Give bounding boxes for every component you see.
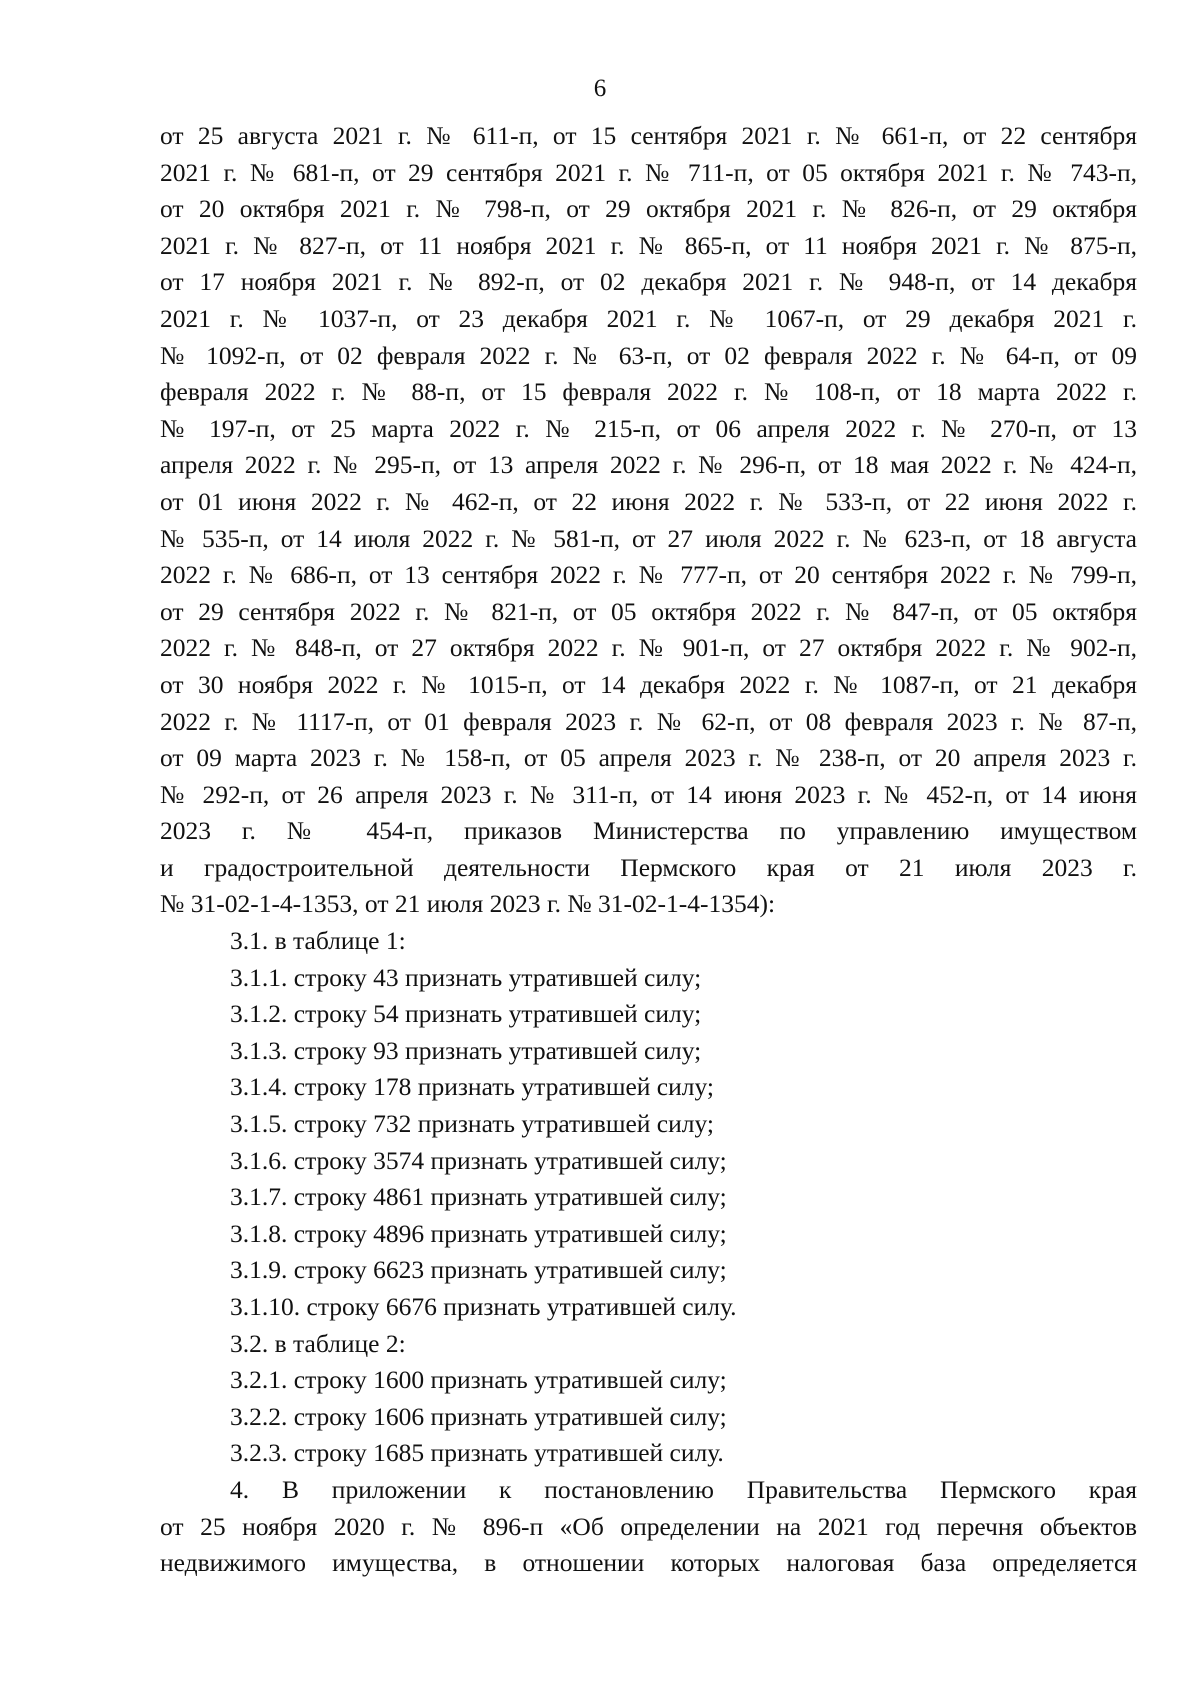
list-item: 3.2.3. строку 1685 признать утратившей силу. [230, 1438, 724, 1468]
text-line: от 01 июня 2022 г. № 462-п, от 22 июня 2022 г. № 533-п, от 22 июня 2022 г. [160, 486, 1137, 516]
list-item: 3.1.1. строку 43 признать утратившей силу; [230, 962, 702, 992]
text-line: № 31-02-1-4-1353, от 21 июля 2023 г. № 31-02-1-4-1354): [160, 889, 776, 919]
text-line: 2021 г. № 681-п, от 29 сентября 2021 г. № 711-п, от 05 октября 2021 г. № 743-п, [160, 157, 1137, 187]
list-item: 3.2.1. строку 1600 признать утратившей силу; [230, 1365, 727, 1395]
text-line: 2021 г. № 827-п, от 11 ноября 2021 г. № 865-п, от 11 ноября 2021 г. № 875-п, [160, 230, 1137, 260]
list-item: 3.1.3. строку 93 признать утратившей силу; [230, 1035, 702, 1065]
continuation-paragraph [160, 118, 1137, 923]
list-item: 3.1.2. строку 54 признать утратившей силу; [230, 999, 702, 1029]
text-line: 4. В приложении к постановлению Правительства Пермского края [230, 1474, 1137, 1504]
text-line: № 292-п, от 26 апреля 2023 г. № 311-п, от 14 июня 2023 г. № 452-п, от 14 июня [160, 779, 1137, 809]
text-line: от 09 марта 2023 г. № 158-п, от 05 апреля 2023 г. № 238-п, от 20 апреля 2023 г. [160, 743, 1137, 773]
text-line: февраля 2022 г. № 88-п, от 15 февраля 2022 г. № 108-п, от 18 марта 2022 г. [160, 377, 1137, 407]
list-item: 3.1.7. строку 4861 признать утратившей силу; [230, 1182, 727, 1212]
list-item: 3.1.10. строку 6676 признать утратившей силу. [230, 1292, 737, 1321]
text-line: 2022 г. № 848-п, от 27 октября 2022 г. № 901-п, от 27 октября 2022 г. № 902-п, [160, 633, 1137, 663]
list-item: 3.1.9. строку 6623 признать утратившей силу; [230, 1255, 727, 1285]
text-line: от 25 августа 2021 г. № 611-п, от 15 сентября 2021 г. № 661-п, от 22 сентября [160, 121, 1137, 150]
list-item: 3.1.5. строку 732 признать утратившей силу; [230, 1109, 714, 1139]
paragraph-4 [160, 1472, 1137, 1582]
list-item: 3.1. в таблице 1: [230, 926, 406, 956]
list-item: 3.1.6. строку 3574 признать утратившей силу; [230, 1145, 727, 1175]
page-number: 6 [593, 75, 607, 102]
list-item: 3.1.8. строку 4896 признать утратившей силу; [230, 1218, 727, 1248]
text-line: 2021 г. № 1037-п, от 23 декабря 2021 г. № 1067-п, от 29 декабря 2021 г. [160, 303, 1137, 333]
text-line: № 535-п, от 14 июля 2022 г. № 581-п, от 27 июля 2022 г. № 623-п, от 18 августа [160, 523, 1137, 553]
text-line: недвижимого имущества, в отношении которых налоговая база определяется [160, 1548, 1137, 1578]
text-line: от 20 октября 2021 г. № 798-п, от 29 октября 2021 г. № 826-п, от 29 октября [160, 194, 1137, 224]
text-line: от 29 сентября 2022 г. № 821-п, от 05 октября 2022 г. № 847-п, от 05 октября [160, 596, 1137, 626]
text-line: апреля 2022 г. № 295-п, от 13 апреля 2022 г. № 296-п, от 18 мая 2022 г. № 424-п, [160, 450, 1137, 480]
text-line: 2023 г. № 454-п, приказов Министерства по управлению имуществом [160, 816, 1137, 846]
text-line: 2022 г. № 686-п, от 13 сентября 2022 г. № 777-п, от 20 сентября 2022 г. № 799-п, [160, 560, 1137, 590]
amendment-list [160, 923, 1137, 1472]
text-line: и градостроительной деятельности Пермского края от 21 июля 2023 г. [160, 852, 1137, 882]
text-line: от 25 ноября 2020 г. № 896-п «Об определении на 2021 год перечня объектов [160, 1511, 1137, 1541]
text-line: от 17 ноября 2021 г. № 892-п, от 02 декабря 2021 г. № 948-п, от 14 декабря [160, 267, 1137, 297]
list-item: 3.2.2. строку 1606 признать утратившей силу; [230, 1401, 727, 1431]
list-item: 3.1.4. строку 178 признать утратившей силу; [230, 1072, 714, 1102]
document-body [160, 118, 1137, 1582]
text-line: 2022 г. № 1117-п, от 01 февраля 2023 г. № 62-п, от 08 февраля 2023 г. № 87-п, [160, 706, 1137, 736]
text-line: № 197-п, от 25 марта 2022 г. № 215-п, от 06 апреля 2022 г. № 270-п, от 13 [160, 413, 1137, 443]
list-item: 3.2. в таблице 2: [230, 1328, 406, 1358]
text-line: № 1092-п, от 02 февраля 2022 г. № 63-п, от 02 февраля 2022 г. № 64-п, от 09 [160, 340, 1137, 370]
text-line: от 30 ноября 2022 г. № 1015-п, от 14 декабря 2022 г. № 1087-п, от 21 декабря [160, 669, 1137, 699]
